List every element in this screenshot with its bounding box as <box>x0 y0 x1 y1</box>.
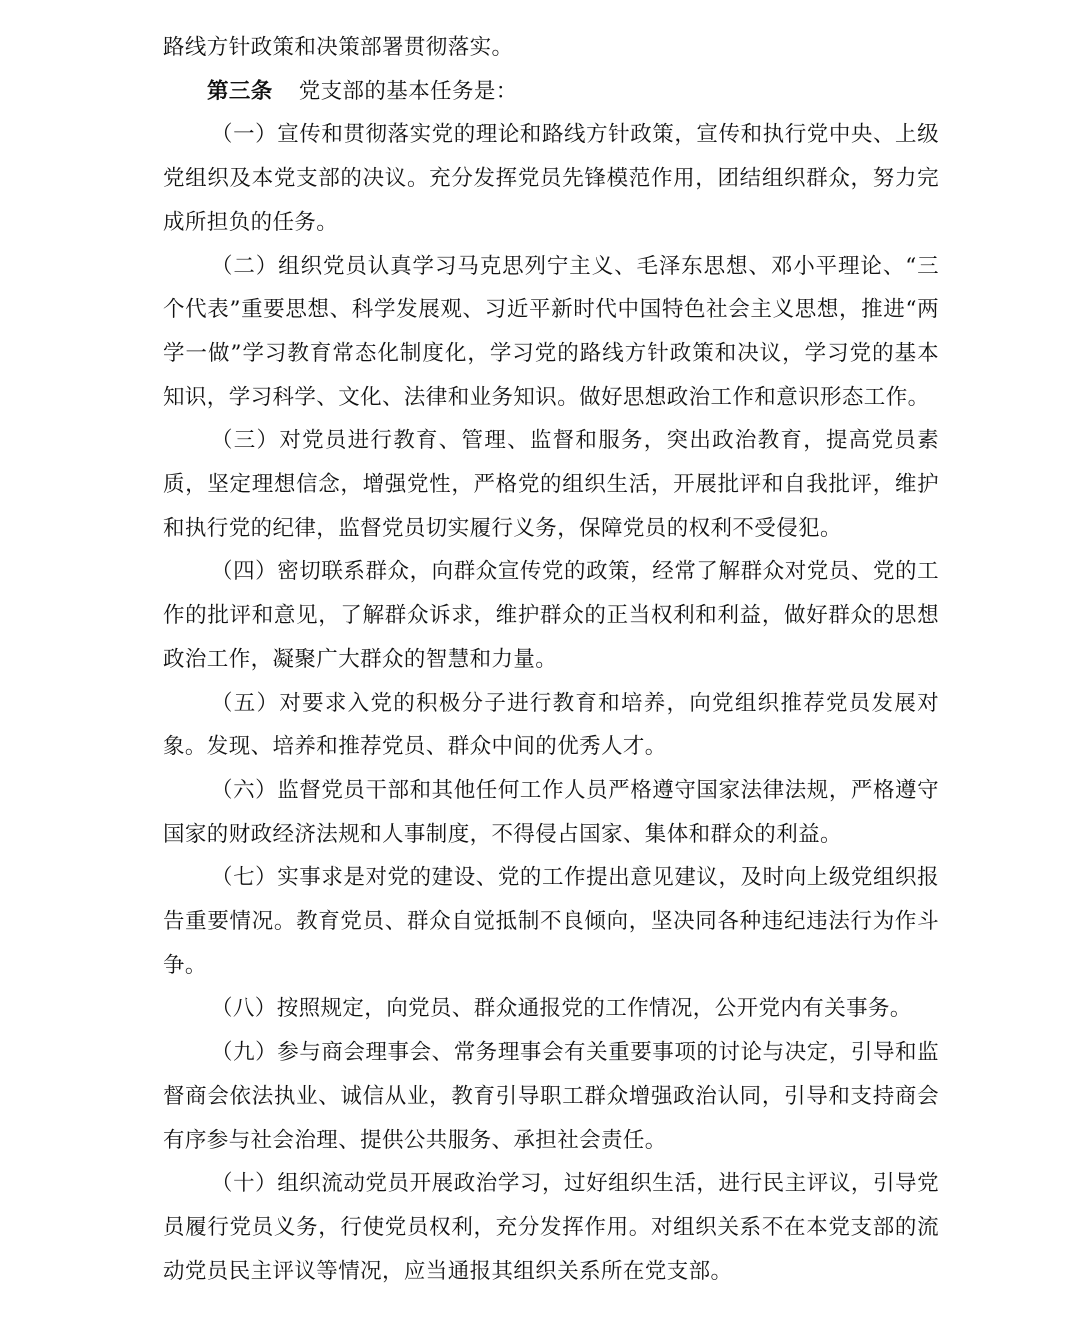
continuation-paragraph: 路线方针政策和决策部署贯彻落实。 <box>163 35 514 60</box>
article-number: 第三条 <box>207 78 273 104</box>
article-title: 党支部的基本任务是： <box>298 78 518 104</box>
item-paragraph-7: （七）实事求是对党的建设、党的工作提出意见建议，及时向上级党组织报告重要情况。教育党员、群众自觉抵制不良倾向，坚决同各种违纪违法行为作斗争。 <box>163 865 939 978</box>
item-paragraph-9: （九）参与商会理事会、常务理事会有关重要事项的讨论与决定，引导和监督商会依法执业、诚信从业，教育引导职工群众增强政治认同，引导和支持商会有序参与社会治理、提供公共服务、承担社会责任。 <box>163 1040 939 1153</box>
item-paragraph-1: （一）宣传和贯彻落实党的理论和路线方针政策，宣传和执行党中央、上级党组织及本党支部的决议。充分发挥党员先锋模范作用，团结组织群众，努力完成所担负的任务。 <box>163 122 939 235</box>
item-paragraph-10: （十）组织流动党员开展政治学习，过好组织生活，进行民主评议，引导党员履行党员义务，行使党员权利，充分发挥作用。对组织关系不在本党支部的流动党员民主评议等情况，应当通报其组织关系所在党支部。 <box>163 1171 939 1284</box>
document-page <box>163 26 939 1293</box>
article-heading <box>163 70 939 114</box>
item-paragraph-4: （四）密切联系群众，向群众宣传党的政策，经常了解群众对党员、党的工作的批评和意见，了解群众诉求，维护群众的正当权利和利益，做好群众的思想政治工作，凝聚广大群众的智慧和力量。 <box>163 559 939 672</box>
item-paragraph-2: （二）组织党员认真学习马克思列宁主义、毛泽东思想、邓小平理论、“三个代表”重要思想、科学发展观、习近平新时代中国特色社会主义思想，推进“两学一做”学习教育常态化制度化，学习党的路线方针政策和决议，学习党的基本知识，学习科学、文化、法律和业务知识。做好思想政治工作和意识形态工作。 <box>163 253 939 410</box>
item-paragraph-8: （八）按照规定，向党员、群众通报党的工作情况，公开党内有关事务。 <box>211 996 912 1022</box>
item-paragraph-3: （三）对党员进行教育、管理、监督和服务，突出政治教育，提高党员素质，坚定理想信念，增强党性，严格党的组织生活，开展批评和自我批评，维护和执行党的纪律，监督党员切实履行义务，保障党员的权利不受侵犯。 <box>163 428 939 541</box>
item-paragraph-5: （五）对要求入党的积极分子进行教育和培养，向党组织推荐党员发展对象。发现、培养和推荐党员、群众中间的优秀人才。 <box>163 690 939 760</box>
item-paragraph-6: （六）监督党员干部和其他任何工作人员严格遵守国家法律法规，严格遵守国家的财政经济法规和人事制度，不得侵占国家、集体和群众的利益。 <box>163 777 939 847</box>
